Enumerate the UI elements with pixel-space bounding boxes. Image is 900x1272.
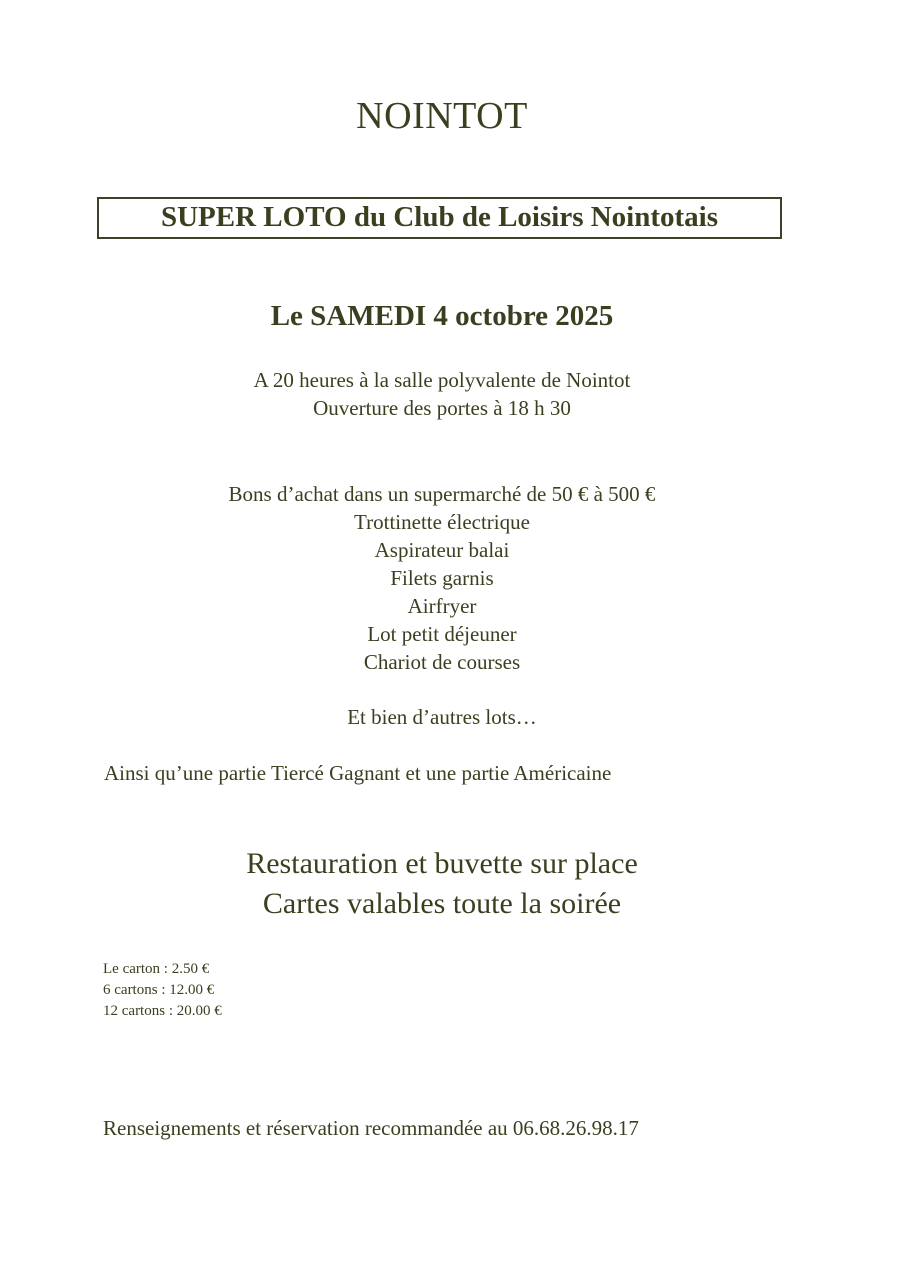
prize-list [0, 480, 884, 676]
event-title-box [97, 197, 782, 239]
contact-info: Renseignements et réservation recommandée au 06.68.26.98.17 [103, 1116, 639, 1140]
prize-item: Airfryer [407, 594, 477, 618]
price-item: Le carton : 2.50 € [103, 961, 210, 977]
food-block [0, 844, 884, 924]
prize-item: Filets garnis [390, 566, 494, 590]
extra-games-text: Ainsi qu’une partie Tiercé Gagnant et une partie Américaine [104, 761, 612, 785]
event-date: Le SAMEDI 4 octobre 2025 [270, 300, 614, 332]
prize-item: Trottinette électrique [354, 510, 530, 534]
price-item: 12 cartons : 20.00 € [103, 1003, 222, 1019]
price-item: 6 cartons : 12.00 € [103, 982, 215, 998]
venue-doors: Ouverture des portes à 18 h 30 [313, 396, 571, 420]
venue-time-place: A 20 heures à la salle polyvalente de Nointot [253, 368, 631, 392]
prize-item: Lot petit déjeuner [367, 622, 517, 646]
price-list [103, 959, 222, 1022]
cards-valid-line: Cartes valables toute la soirée [262, 887, 622, 920]
more-prizes-text: Et bien d’autres lots… [347, 705, 537, 729]
prize-item: Chariot de courses [363, 650, 521, 674]
town-name: NOINTOT [356, 95, 528, 137]
prize-item: Aspirateur balai [374, 538, 510, 562]
food-line: Restauration et buvette sur place [246, 847, 638, 880]
event-title: SUPER LOTO du Club de Loisirs Nointotais [160, 201, 719, 233]
prize-item: Bons d’achat dans un supermarché de 50 € à 500 € [228, 482, 656, 506]
venue-block [0, 366, 884, 422]
